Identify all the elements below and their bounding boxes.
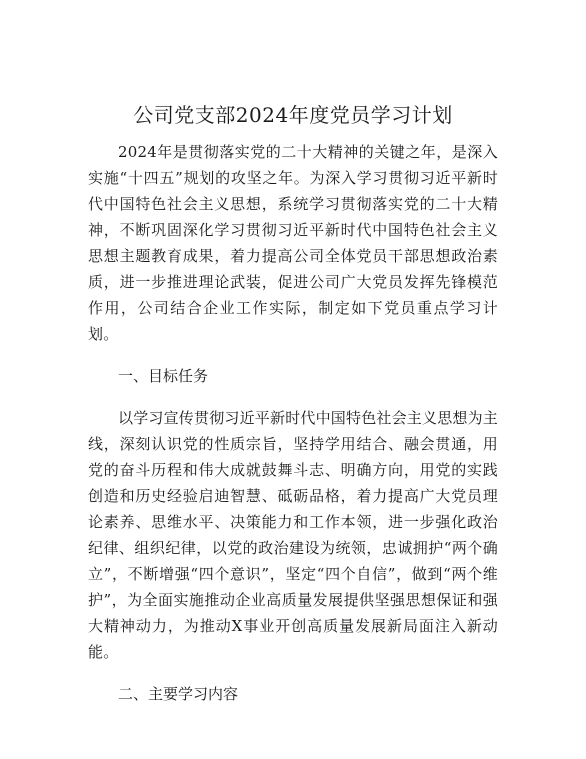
section-body-goals: 以学习宣传贯彻习近平新时代中国特色社会主义思想为主线，深刻认识党的性质宗旨，坚持学用结合、融会贯通，用党的奋斗历程和伟大成就鼓舞斗志、明确方向，用党的实践创造和历史经验启迪智慧、砥砺品格，着力提高广大党员理论素养、思维水平、决策能力和工作本领，进一步强化政治纪律、组织纪律，以党的政治建设为统领，忠诚拥护“两个确立”，不断增强“四个意识”，坚定“四个自信”，做到“两个维护”，为全面实施推动企业高质量发展提供坚强思想保证和强大精神动力，为推动X事业开创高质量发展新局面注入新动能。 — [88, 409, 499, 661]
section-heading-study-content: 二、主要学习内容 — [118, 685, 239, 703]
document-body — [88, 139, 498, 707]
document-title: 公司党支部2024年度党员学习计划 — [133, 103, 453, 127]
intro-paragraph: 2024年是贯彻落实党的二十大精神的关键之年，是深入实施“十四五”规划的攻坚之年。为深入学习贯彻习近平新时代中国特色社会主义思想，系统学习贯彻落实党的二十大精神，不断巩固深化学习贯彻习近平新时代中国特色社会主义思想主题教育成果，着力提高公司全体党员干部思想政治素质，进一步推进理论武装，促进公司广大党员发挥先锋模范作用，公司结合企业工作实际，制定如下党员重点学习计划。 — [88, 143, 498, 343]
section-heading-goals: 一、目标任务 — [118, 367, 209, 385]
